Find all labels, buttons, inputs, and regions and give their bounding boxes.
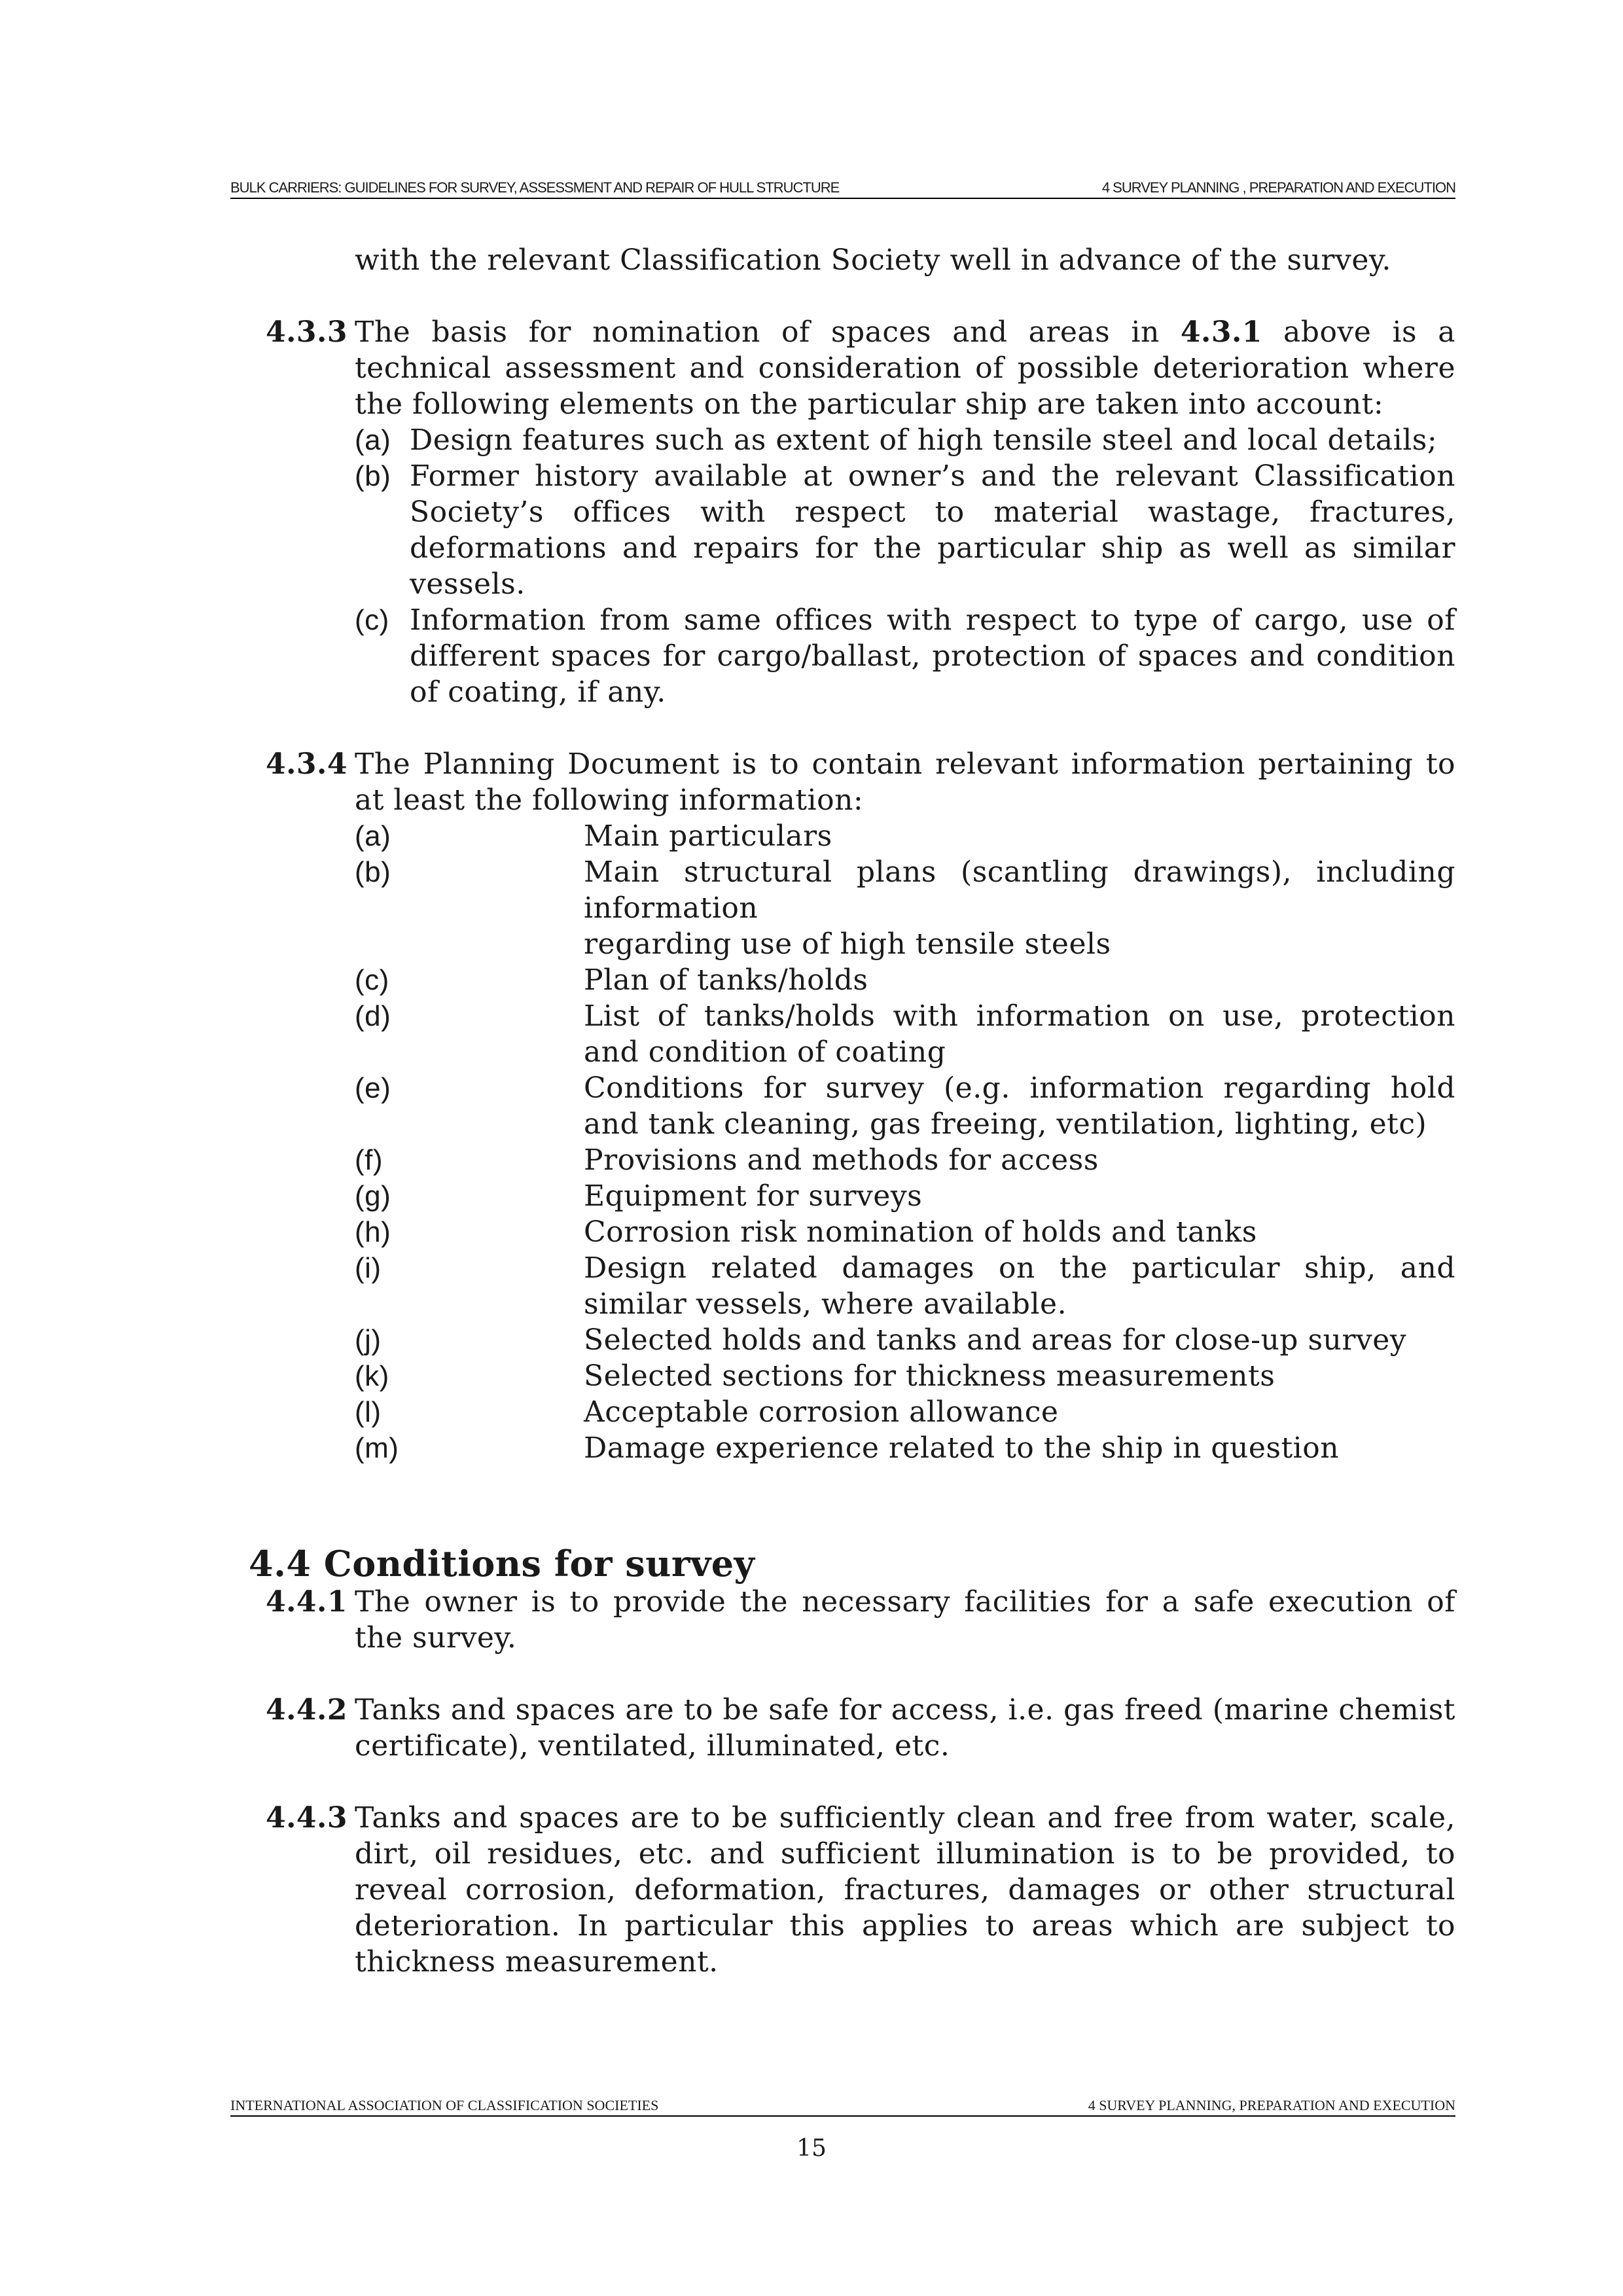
section-text: Tanks and spaces are to be safe for access, i.e. gas freed (marine chemist certificate), ventilated, illuminated, etc.	[355, 1693, 1455, 1763]
planning-document-list	[230, 818, 1455, 1466]
list-item: (h) Corrosion risk nomination of holds and tanks	[355, 1215, 1257, 1249]
list-item: (k) Selected sections for thickness measurements	[355, 1359, 1275, 1393]
section-text: The Planning Document is to contain relevant information pertaining to at least the following information:	[355, 747, 1455, 817]
section-text: The basis for nomination of spaces and areas in 4.3.1 above is a technical assessment and consideration of possible deterioration where the following elements on the particular ship are taken into account:	[355, 315, 1455, 421]
list-item: (l) Acceptable corrosion allowance	[355, 1395, 1059, 1429]
intro-line: with the relevant Classification Society well in advance of the survey.	[355, 243, 1391, 277]
section-4-3-3	[230, 314, 1455, 422]
section-number: 4.4.3	[266, 1801, 348, 1835]
list-item: (e) Conditions for survey (e.g. information regarding hold and tank cleaning, gas freeing, ventilation, lighting, etc)	[355, 1071, 1455, 1141]
list-item: (i) Design related damages on the particular ship, and similar vessels, where available.	[355, 1251, 1455, 1321]
section-text: The owner is to provide the necessary facilities for a safe execution of the survey.	[355, 1585, 1455, 1655]
section-heading-4-4: 4.4 Conditions for survey	[249, 1543, 755, 1585]
list-item: (d) List of tanks/holds with information on use, protection and condition of coating	[355, 999, 1455, 1069]
list-item: (b) Former history available at owner’s and the relevant Classification Society’s offices with respect to material wastage, fractures, deformations and repairs for the particular ship as well as similar vessels.	[355, 459, 1455, 601]
section-text: Tanks and spaces are to be sufficiently clean and free from water, scale, dirt, oil residues, etc. and sufficient illumination is to be provided, to reveal corrosion, deformation, fractures, damages or other structural deterioration. In particular this applies to areas which are subject to thickness measurement.	[355, 1801, 1455, 1979]
footer-chapter-title: 4 SURVEY PLANNING, PREPARATION AND EXECUTION	[1088, 2097, 1455, 2113]
list-item: (j) Selected holds and tanks and areas for close-up survey	[355, 1323, 1407, 1357]
running-footer	[230, 2096, 1455, 2117]
list-item: (g) Equipment for surveys	[355, 1179, 923, 1213]
list-item: (f) Provisions and methods for access	[355, 1143, 1099, 1177]
section-number: 4.4.1	[266, 1585, 348, 1619]
section-reference: 4.3.1	[1180, 315, 1262, 349]
footer-organization: INTERNATIONAL ASSOCIATION OF CLASSIFICATION SOCIETIES	[230, 2097, 659, 2113]
section-number: 4.3.4	[266, 747, 348, 781]
section-4-4-3	[230, 1800, 1455, 1980]
running-header	[230, 178, 1455, 199]
list-item: (c) Information from same offices with respect to type of cargo, use of different spaces for cargo/ballast, protection of spaces and condition of coating, if any.	[355, 603, 1455, 709]
page-number: 15	[796, 2135, 827, 2162]
page-body	[230, 242, 1455, 1980]
list-item: (m) Damage experience related to the ship in question	[355, 1431, 1340, 1465]
section-4-4-2	[230, 1692, 1455, 1764]
header-chapter-title: 4 SURVEY PLANNING , PREPARATION AND EXECUTION	[1101, 179, 1455, 196]
section-4-3-4	[230, 746, 1455, 818]
list-item: (a) Main particulars	[355, 819, 832, 853]
section-number: 4.3.3	[266, 315, 348, 349]
elements-list	[230, 422, 1455, 710]
header-document-title: BULK CARRIERS: GUIDELINES FOR SURVEY, ASSESSMENT AND REPAIR OF HULL STRUCTURE	[230, 179, 840, 196]
list-item: (c) Plan of tanks/holds	[355, 963, 868, 997]
section-number: 4.4.2	[266, 1693, 348, 1727]
list-item: (b) Main structural plans (scantling drawings), including information regarding use of high tensile steels	[355, 855, 1455, 961]
list-item: (a) Design features such as extent of high tensile steel and local details;	[355, 423, 1438, 457]
section-4-4-1	[230, 1584, 1455, 1656]
